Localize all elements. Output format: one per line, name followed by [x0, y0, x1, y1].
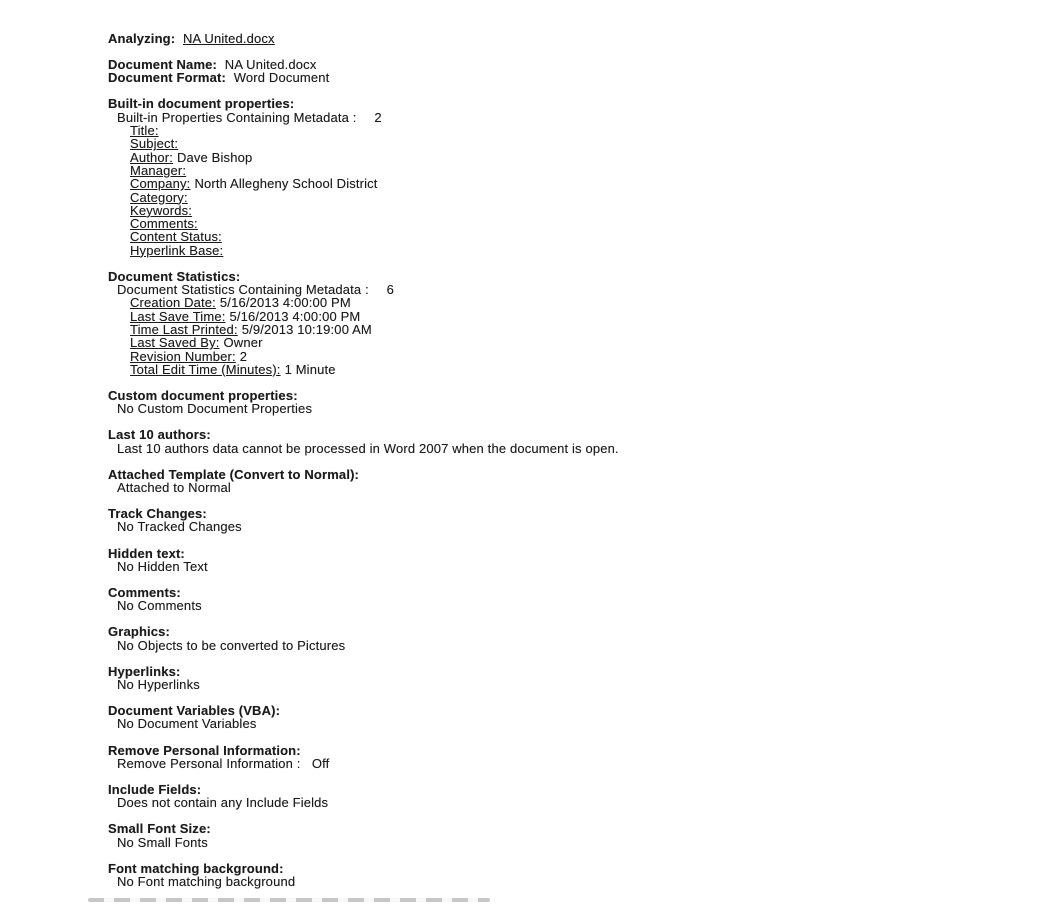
property-row	[108, 323, 1008, 336]
section-body: Does not contain any Include Fields	[117, 795, 329, 811]
statistics-summary-label: Document Statistics Containing Metadata :	[117, 282, 369, 298]
section-heading: Remove Personal Information:	[108, 742, 301, 758]
analyzing-label: Analyzing:	[108, 31, 176, 46]
property-row	[108, 137, 1008, 150]
section-hyperlinks	[108, 665, 1008, 692]
property-row	[108, 244, 1008, 257]
section-heading: Last 10 authors:	[108, 427, 211, 443]
section-body: No Hidden Text	[117, 558, 208, 574]
section-body: Last 10 authors data cannot be processed in Word 2007 when the document is open.	[117, 440, 619, 456]
property-label: Content Status:	[130, 229, 222, 245]
property-row	[108, 296, 1008, 309]
builtin-summary-label: Built-in Properties Containing Metadata :	[117, 109, 357, 125]
section-heading: Document Variables (VBA):	[108, 703, 281, 719]
property-label: Keywords:	[130, 202, 193, 218]
property-label: Comments:	[130, 216, 198, 232]
property-row	[108, 336, 1008, 349]
property-value: 5/16/2013 4:00:00 PM	[219, 295, 351, 311]
section-heading: Small Font Size:	[108, 821, 211, 837]
property-label: Title:	[130, 123, 159, 139]
document-info-section	[108, 58, 1008, 85]
property-row	[108, 177, 1008, 190]
section-remove-personal-info	[108, 744, 1008, 771]
section-include-fields	[108, 783, 1008, 810]
section-heading: Graphics:	[108, 624, 171, 640]
analyzed-file-link[interactable]: NA United.docx	[183, 31, 275, 46]
document-format-line	[108, 71, 1008, 84]
analyzing-line	[108, 32, 1008, 45]
property-row	[108, 363, 1008, 376]
property-row	[108, 191, 1008, 204]
section-small-font-size	[108, 822, 1008, 849]
section-body: No Tracked Changes	[117, 519, 242, 535]
section-body: No Document Variables	[117, 716, 257, 732]
document-name-label: Document Name:	[108, 57, 218, 73]
document-statistics-section	[108, 270, 1008, 376]
section-heading: Custom document properties:	[108, 388, 298, 404]
section-comments	[108, 586, 1008, 613]
section-heading: Built-in document properties:	[108, 96, 295, 112]
property-label: Company:	[130, 176, 191, 192]
section-body: No Small Fonts	[117, 834, 208, 850]
section-heading: Document Statistics:	[108, 268, 241, 284]
builtin-summary-line	[108, 111, 1008, 124]
section-body: Attached to Normal	[117, 480, 231, 496]
property-value: Owner	[223, 335, 263, 351]
section-document-variables	[108, 704, 1008, 731]
section-last-10-authors	[108, 428, 1008, 455]
section-heading: Track Changes:	[108, 506, 207, 522]
section-font-matching-background	[108, 862, 1008, 889]
property-row	[108, 310, 1008, 323]
section-heading: Font matching background:	[108, 860, 284, 876]
document-format-value: Word Document	[233, 70, 330, 86]
section-graphics	[108, 625, 1008, 652]
section-body: No Comments	[117, 598, 202, 614]
document-name-value: NA United.docx	[224, 57, 317, 73]
section-body: No Hyperlinks	[117, 677, 200, 693]
property-label: Hyperlink Base:	[130, 242, 224, 258]
section-hidden-text	[108, 547, 1008, 574]
property-row	[108, 204, 1008, 217]
property-value: Dave Bishop	[176, 149, 253, 165]
property-label: Revision Number:	[130, 348, 236, 364]
property-label: Category:	[130, 189, 188, 205]
property-value: 1 Minute	[284, 361, 336, 377]
property-label: Creation Date:	[130, 295, 216, 311]
document-format-label: Document Format:	[108, 70, 226, 86]
section-attached-template	[108, 468, 1008, 495]
property-value: North Allegheny School District	[194, 176, 378, 192]
report-page	[108, 32, 1008, 901]
property-label: Author:	[130, 149, 173, 165]
property-value: 5/9/2013 10:19:00 AM	[241, 322, 372, 338]
section-heading: Hidden text:	[108, 545, 185, 561]
property-label: Manager:	[130, 162, 187, 178]
section-heading: Comments:	[108, 584, 181, 600]
property-label: Total Edit Time (Minutes):	[130, 361, 281, 377]
document-name-line	[108, 58, 1008, 71]
property-row	[108, 164, 1008, 177]
property-value: 5/16/2013 4:00:00 PM	[229, 308, 361, 324]
section-track-changes	[108, 507, 1008, 534]
section-custom-properties	[108, 389, 1008, 416]
property-label: Subject:	[130, 136, 179, 152]
section-heading: Include Fields:	[108, 781, 202, 797]
statistics-summary-count: 6	[386, 282, 394, 298]
analyzing-section	[108, 32, 1008, 45]
section-body: No Objects to be converted to Pictures	[117, 637, 346, 653]
property-row	[108, 217, 1008, 230]
builtin-properties-section	[108, 97, 1008, 257]
property-label: Time Last Printed:	[130, 322, 238, 338]
property-value: 2	[239, 348, 248, 364]
section-body: No Font matching background	[117, 874, 296, 889]
property-label: Last Save Time:	[130, 308, 226, 324]
property-label: Last Saved By:	[130, 335, 220, 351]
section-body: Remove Personal Information : Off	[117, 755, 330, 771]
property-row	[108, 151, 1008, 164]
builtin-summary-count: 2	[374, 109, 382, 125]
property-row	[108, 124, 1008, 137]
statistics-summary-line	[108, 283, 1008, 296]
section-body: No Custom Document Properties	[117, 401, 313, 417]
property-row	[108, 230, 1008, 243]
scan-artifact	[88, 898, 490, 902]
section-heading: Hyperlinks:	[108, 663, 181, 679]
section-heading: Attached Template (Convert to Normal):	[108, 466, 360, 482]
property-row	[108, 350, 1008, 363]
